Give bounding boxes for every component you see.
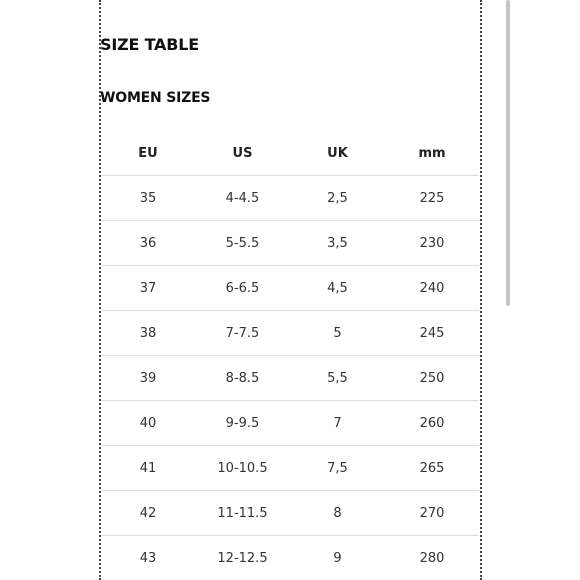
cell-us: 11-11.5 [195, 491, 290, 536]
table-row [101, 356, 479, 401]
cell-mm: 240 [385, 266, 479, 311]
cell-eu: 38 [101, 311, 195, 356]
cell-eu: 39 [101, 356, 195, 401]
cell-us: 12-12.5 [195, 536, 290, 580]
column-header-mm: mm [385, 131, 479, 176]
table-row [101, 176, 479, 221]
cell-uk: 5,5 [290, 356, 385, 401]
cell-eu: 42 [101, 491, 195, 536]
table-row [101, 401, 479, 446]
cell-uk: 9 [290, 536, 385, 580]
cell-eu: 35 [101, 176, 195, 221]
column-header-eu: EU [101, 131, 195, 176]
cell-uk: 3,5 [290, 221, 385, 266]
cell-mm: 270 [385, 491, 479, 536]
cell-eu: 40 [101, 401, 195, 446]
cell-us: 4-4.5 [195, 176, 290, 221]
cell-mm: 265 [385, 446, 479, 491]
cell-uk: 8 [290, 491, 385, 536]
cell-mm: 225 [385, 176, 479, 221]
column-header-us: US [195, 131, 290, 176]
cell-us: 5-5.5 [195, 221, 290, 266]
cell-eu: 41 [101, 446, 195, 491]
table-row [101, 446, 479, 491]
cell-us: 6-6.5 [195, 266, 290, 311]
cell-us: 7-7.5 [195, 311, 290, 356]
cell-mm: 230 [385, 221, 479, 266]
section-title-women-sizes: WOMEN SIZES [100, 90, 211, 106]
cell-us: 9-9.5 [195, 401, 290, 446]
table-row [101, 536, 479, 580]
cell-mm: 250 [385, 356, 479, 401]
table-row [101, 491, 479, 536]
table-row [101, 221, 479, 266]
scrollbar-thumb[interactable] [506, 0, 510, 306]
cell-uk: 7,5 [290, 446, 385, 491]
cell-us: 10-10.5 [195, 446, 290, 491]
table-row [101, 266, 479, 311]
column-header-uk: UK [290, 131, 385, 176]
cell-mm: 245 [385, 311, 479, 356]
cell-uk: 4,5 [290, 266, 385, 311]
cell-eu: 43 [101, 536, 195, 580]
cell-mm: 260 [385, 401, 479, 446]
cell-eu: 37 [101, 266, 195, 311]
table-row [101, 311, 479, 356]
cell-uk: 5 [290, 311, 385, 356]
page-title: SIZE TABLE [100, 35, 199, 54]
table-header-row [101, 131, 479, 176]
size-table [101, 131, 479, 580]
cell-mm: 280 [385, 536, 479, 580]
cell-uk: 2,5 [290, 176, 385, 221]
cell-us: 8-8.5 [195, 356, 290, 401]
dotted-border-right [480, 0, 482, 580]
cell-uk: 7 [290, 401, 385, 446]
cell-eu: 36 [101, 221, 195, 266]
